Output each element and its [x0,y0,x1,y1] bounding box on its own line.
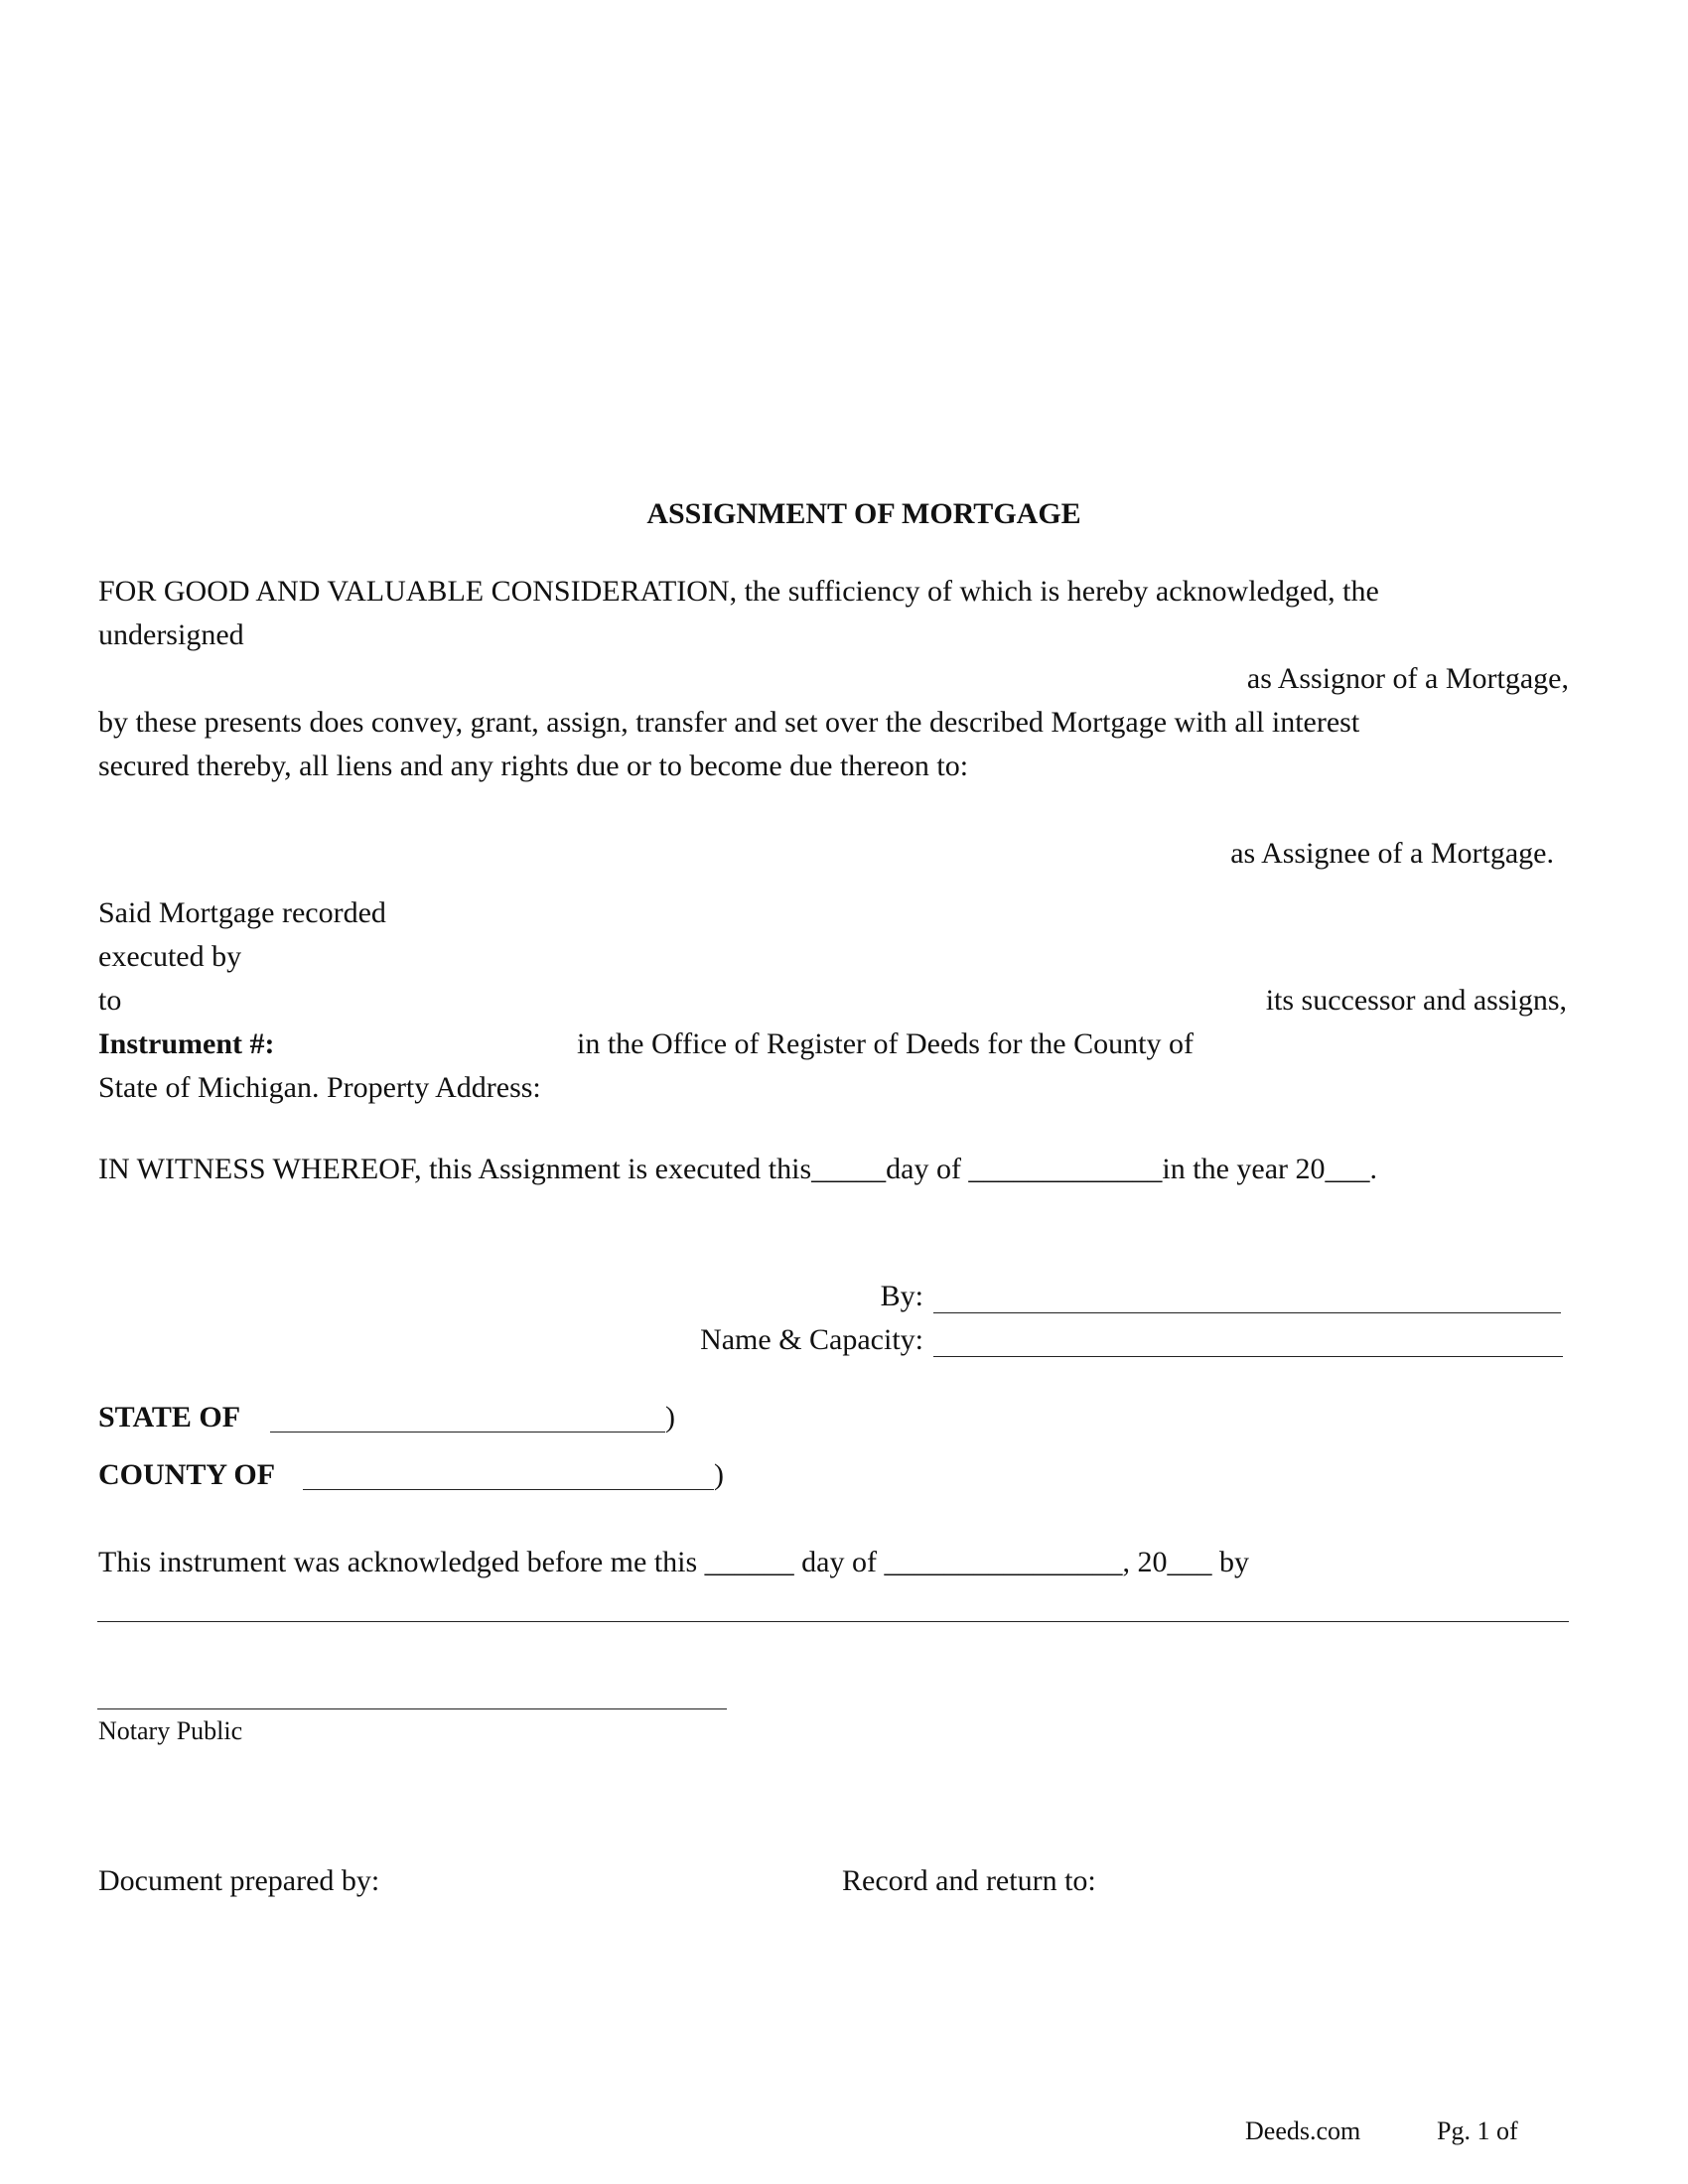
intro-line-4: secured thereby, all liens and any rights due or to become due thereon to: [98,750,969,782]
name-capacity-line [933,1356,1563,1357]
state-of-paren: ) [665,1401,675,1433]
signature-by-label: By: [880,1280,923,1312]
acknowledgment-text: This instrument was acknowledged before me this ______ day of ________________, 20___ by [98,1546,1249,1578]
signature-line [933,1312,1561,1313]
page-number-label: Pg. 1 of [1437,2116,1518,2145]
prepared-by-label: Document prepared by: [98,1864,380,1897]
county-of-paren: ) [714,1458,724,1491]
state-of-label: STATE OF [98,1401,241,1433]
state-of-line [270,1432,665,1433]
to-label: to [98,984,122,1017]
instrument-number-label: Instrument #: [98,1027,275,1060]
acknowledged-by-line [97,1621,1569,1622]
successor-label: its successor and assigns, [1265,984,1567,1017]
register-of-deeds-text: in the Office of Register of Deeds for the County of [577,1027,1194,1060]
record-return-label: Record and return to: [842,1864,1096,1897]
document-title: ASSIGNMENT OF MORTGAGE [646,497,1081,530]
deeds-site-label: Deeds.com [1245,2116,1361,2145]
mortgage-recorded-label: Said Mortgage recorded [98,896,386,929]
intro-line-2: undersigned [98,618,244,651]
intro-line-3: by these presents does convey, grant, assign, transfer and set over the described Mortgage with all interest [98,706,1360,739]
notary-signature-line [97,1708,727,1709]
county-of-label: COUNTY OF [98,1458,276,1491]
assignor-label: as Assignor of a Mortgage, [1246,662,1569,695]
name-capacity-label: Name & Capacity: [700,1323,923,1356]
intro-line-1: FOR GOOD AND VALUABLE CONSIDERATION, the sufficiency of which is hereby acknowledged, the [98,575,1379,608]
executed-by-label: executed by [98,940,242,973]
assignee-label: as Assignee of a Mortgage. [1230,837,1554,870]
property-address-label: State of Michigan. Property Address: [98,1071,541,1104]
witness-clause: IN WITNESS WHEREOF, this Assignment is executed this_____day of _____________in the year 20___. [98,1153,1378,1185]
notary-public-label: Notary Public [98,1716,243,1745]
county-of-line [303,1489,714,1490]
